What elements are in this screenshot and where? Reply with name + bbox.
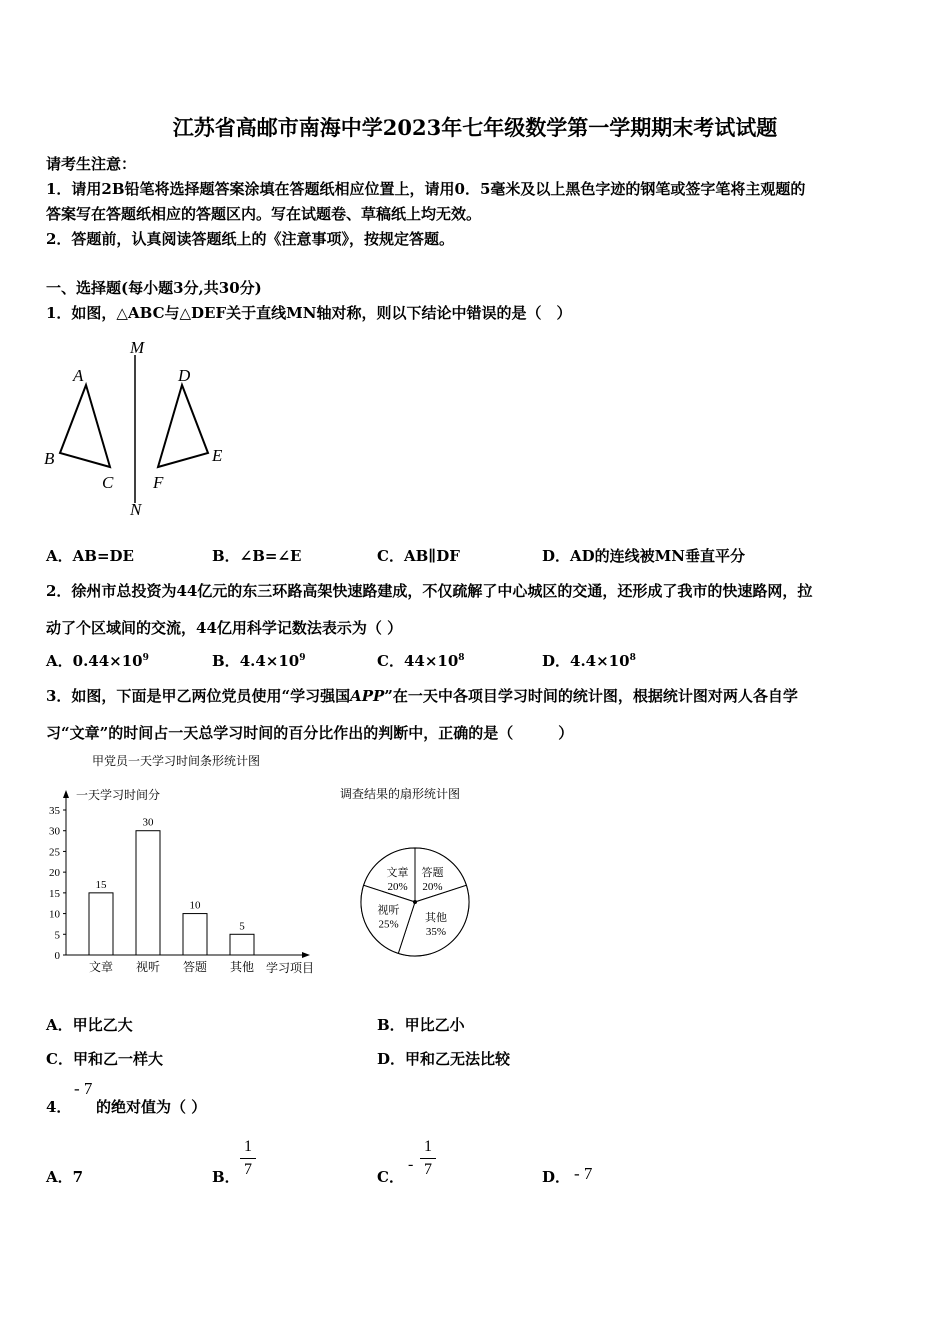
q4-option-c-label[interactable]: C． <box>377 1168 404 1186</box>
q4-number: 4． <box>46 1098 72 1116</box>
pie-chart <box>330 780 490 970</box>
y-tick-label: 35 <box>49 805 60 817</box>
y-tick-label: 20 <box>49 867 60 880</box>
q3-option-a[interactable]: A．甲比乙大 <box>46 1016 133 1034</box>
label-d: D <box>178 366 191 385</box>
q2-stem-1: 2．徐州市总投资为44亿元的东三环路高架快速路建成，不仅疏解了中心城区的交通，还形成了我市的快速路网，拉 <box>46 582 813 600</box>
label-a: A <box>73 366 84 385</box>
q4-option-b-label[interactable]: B． <box>212 1168 240 1186</box>
label-b: B <box>44 449 55 468</box>
y-axis-arrow <box>63 790 69 798</box>
pie-slice-percent: 25% <box>378 918 399 931</box>
bar-其他 <box>230 934 254 955</box>
bar-value-label: 5 <box>239 920 245 933</box>
notice-line-1a: 1．请用2B铅笔将选择题答案涂填在答题纸相应位置上，请用0．5毫米及以上黑色字迹的钢笔或签字笔将主观题的 <box>46 180 806 198</box>
q1-option-c[interactable]: C．AB∥DF <box>377 547 460 565</box>
y-tick-label: 25 <box>49 846 60 859</box>
pie-center-dot <box>413 900 417 904</box>
q1-figure <box>40 335 240 525</box>
pie-slice-name: 视听 <box>377 904 400 917</box>
bar-chart-title: 甲党员一天学习时间条形统计图 <box>92 754 261 768</box>
q3-stem-2: 习“文章”的时间占一天总学习时间的百分比作出的判断中，正确的是（ ） <box>46 724 574 742</box>
x-category-label: 视听 <box>135 960 161 974</box>
notice-line-1b: 答案写在答题纸相应的答题区内。写在试题卷、草稿纸上均无效。 <box>46 205 482 223</box>
section-heading: 一、选择题(每小题3分,共30分) <box>46 279 262 297</box>
x-category-label: 其他 <box>229 960 255 974</box>
triangle-abc <box>60 385 110 467</box>
notice-line-2: 2．答题前，认真阅读答题纸上的《注意事项》，按规定答题。 <box>46 230 454 248</box>
bar-value-label: 10 <box>189 899 201 912</box>
y-tick-label: 5 <box>54 929 60 942</box>
notice-heading: 请考生注意： <box>46 155 137 173</box>
bar-chart-ylabel: 一天学习时间分 <box>76 788 161 802</box>
q1-option-a[interactable]: A．AB=DE <box>46 547 134 565</box>
q2-option-b[interactable]: B．$4.4\times 10^9$ <box>212 652 306 670</box>
q4-expression: - 7 <box>74 1079 93 1098</box>
q3-option-c[interactable]: C．甲和乙一样大 <box>46 1050 163 1068</box>
q4-option-a[interactable]: A．7 <box>46 1168 84 1186</box>
q1-stem: 1．如图，△ABC与△DEF关于直线MN轴对称，则以下结论中错误的是（ ） <box>46 304 572 322</box>
pie-slice-percent: 20% <box>387 880 408 893</box>
bar-视听 <box>136 831 160 955</box>
q2-option-c[interactable]: C．$44\times 10^8$ <box>377 652 465 670</box>
q2-option-a[interactable]: A．$0.44\times 10^9$ <box>46 652 149 670</box>
q4-stem: 的绝对值为（ ） <box>96 1098 207 1116</box>
bar-value-label: 15 <box>95 878 107 891</box>
q4-option-b-fraction[interactable] <box>240 1138 256 1179</box>
y-tick-label: 10 <box>49 908 60 921</box>
fraction-numerator: 1 <box>244 1138 252 1155</box>
triangle-def <box>158 385 208 467</box>
y-tick-label: 15 <box>49 887 60 900</box>
x-axis-arrow <box>302 952 310 958</box>
bar-value-label: 30 <box>142 816 154 829</box>
q2-option-d[interactable]: D．$4.4\times 10^8$ <box>542 652 636 670</box>
bar-chart <box>40 750 330 985</box>
q3-option-b[interactable]: B．甲比乙小 <box>377 1016 465 1034</box>
x-category-label: 文章 <box>88 960 114 974</box>
fraction-numerator: 1 <box>424 1138 432 1155</box>
pie-chart-title: 调查结果的扇形统计图 <box>340 787 461 801</box>
label-n: N <box>130 500 142 519</box>
q3-stem-1: 3．如图，下面是甲乙两位党员使用“学习强国APP”在一天中各项目学习时间的统计图，根据统计图对两人各自学 <box>46 687 798 705</box>
bar-文章 <box>89 893 113 955</box>
pie-slice-name: 文章 <box>386 866 409 879</box>
y-tick-label: 0 <box>54 950 60 962</box>
pie-slice-percent: 35% <box>425 926 447 939</box>
x-category-label: 答题 <box>182 960 208 974</box>
q4-option-d-label[interactable]: D． <box>542 1168 571 1186</box>
label-c: C <box>102 473 114 492</box>
fraction-denominator: 7 <box>244 1161 252 1178</box>
pie-slice-name: 其他 <box>425 912 448 925</box>
q2-stem-2: 动了个区域间的交流，44亿用科学记数法表示为（ ） <box>46 619 403 637</box>
q4-option-c-fraction[interactable] <box>420 1138 436 1179</box>
q1-option-d[interactable]: D．AD的连线被MN垂直平分 <box>542 547 745 565</box>
q1-option-b[interactable]: B．∠B=∠E <box>212 547 302 565</box>
label-f: F <box>153 473 164 492</box>
q4-option-d-value[interactable]: - 7 <box>574 1164 593 1183</box>
fraction-denominator: 7 <box>424 1161 432 1178</box>
pie-slice-percent: 20% <box>422 880 443 893</box>
y-tick-label: 30 <box>49 825 60 838</box>
pie-slice-name: 答题 <box>421 866 444 879</box>
label-m: M <box>130 338 145 357</box>
bar-答题 <box>183 914 207 955</box>
bar-chart-xlabel: 学习项目 <box>266 961 315 975</box>
page-title: 江苏省高邮市南海中学2023年七年级数学第一学期期末考试试题 <box>172 115 778 140</box>
q3-option-d[interactable]: D．甲和乙无法比较 <box>377 1050 511 1068</box>
q4-option-c-sign: - <box>408 1156 414 1173</box>
label-e: E <box>212 446 223 465</box>
